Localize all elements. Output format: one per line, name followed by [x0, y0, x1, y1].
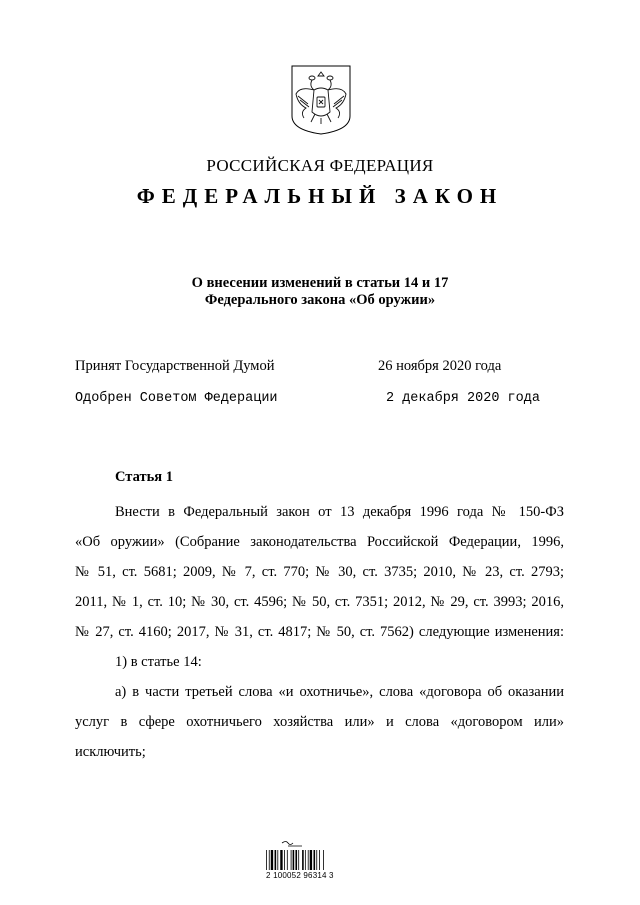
coat-of-arms-emblem	[290, 64, 352, 136]
article-line: № 51, ст. 5681; 2009, № 7, ст. 770; № 30, ст. 3735; 2010, № 23, ст. 2793;	[75, 564, 564, 580]
country-heading: РОССИЙСКАЯ ФЕДЕРАЦИЯ	[206, 156, 434, 175]
article-line: услуг в сфере охотничьего хозяйства или» и слова «договором или»	[75, 714, 564, 730]
article-line: «Об оружии» (Собрание законодательства Российской Федерации, 1996,	[75, 534, 564, 550]
law-subject-line-1: О внесении изменений в статьи 14 и 17	[191, 275, 449, 291]
article-line: исключить;	[75, 744, 146, 760]
article-line: 2011, № 1, ст. 10; № 30, ст. 4596; № 50, ст. 7351; 2012, № 29, ст. 3993; 2016,	[75, 594, 564, 610]
article-line: а) в части третьей слова «и охотничье», слова «договора об оказании	[115, 684, 564, 700]
council-approval-label: Одобрен Советом Федерации	[75, 391, 278, 406]
article-line: 1) в статье 14:	[115, 654, 202, 670]
article-line: № 27, ст. 4160; 2017, № 31, ст. 4817; № 50, ст. 7562) следующие изменения:	[75, 624, 564, 640]
document-type-heading: ФЕДЕРАЛЬНЫЙ ЗАКОН	[136, 184, 504, 208]
council-approval-date: 2 декабря 2020 года	[386, 391, 540, 406]
duma-adoption-date: 26 ноября 2020 года	[378, 358, 502, 374]
article-line: Внести в Федеральный закон от 13 декабря 1996 года № 150-ФЗ	[115, 504, 564, 520]
article-title: Статья 1	[115, 469, 173, 485]
article-body	[75, 497, 564, 767]
duma-adoption-label: Принят Государственной Думой	[75, 358, 275, 374]
barcode-number: 2 100052 96314 3	[266, 871, 334, 880]
law-subject-line-2: Федерального закона «Об оружии»	[204, 292, 436, 308]
